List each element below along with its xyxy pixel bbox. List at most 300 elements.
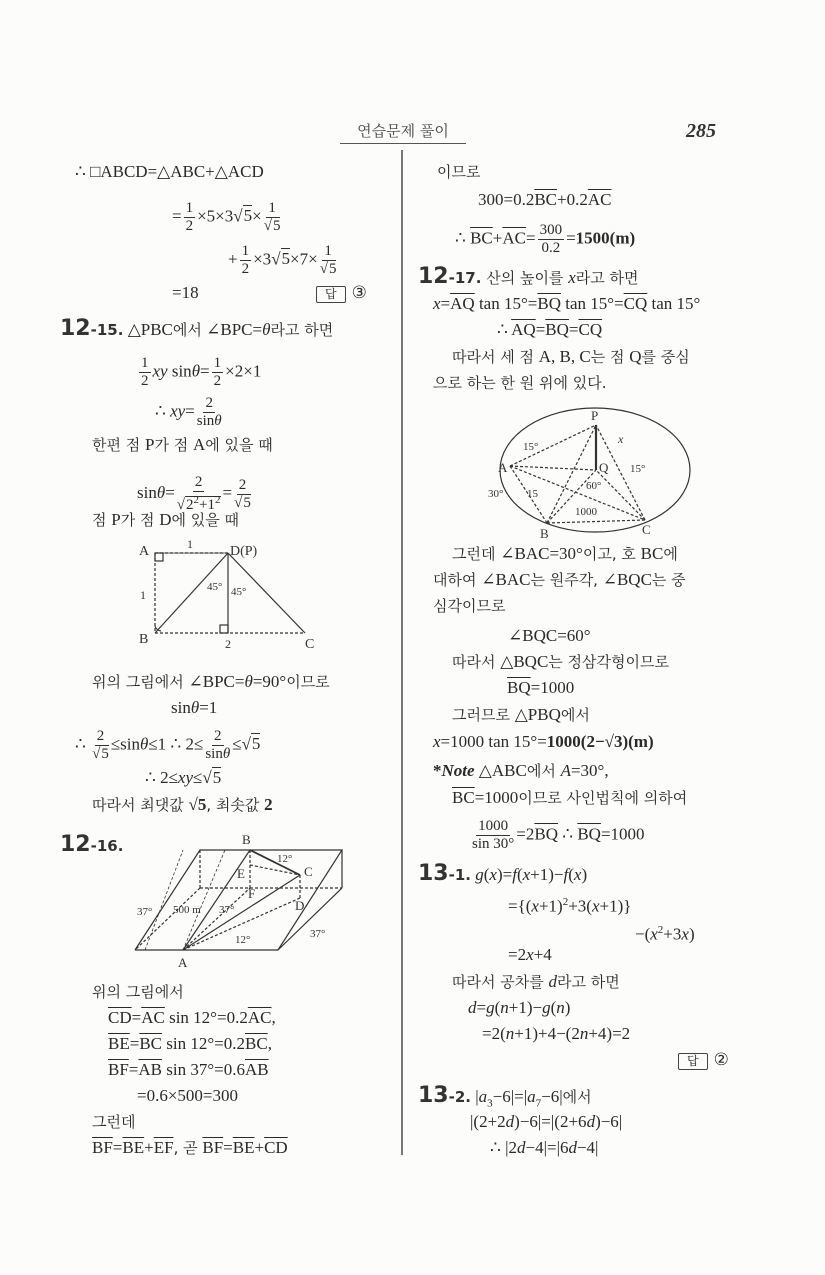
bold-result <box>576 228 635 247</box>
math-variable <box>548 972 557 991</box>
math-text: = <box>112 1138 123 1157</box>
label-d: D(P) <box>230 544 258 559</box>
fraction <box>240 243 252 278</box>
fraction <box>184 200 196 235</box>
equation-line <box>145 768 221 788</box>
korean-text: 이므로 사인법칙에 의하여 <box>518 789 688 807</box>
math-text: +1)} <box>599 896 632 916</box>
bold-result <box>433 761 442 780</box>
math-text: = <box>165 482 175 502</box>
math-text: f <box>563 865 569 884</box>
math-text: +4)=2 <box>588 1024 631 1043</box>
math-text: ≤ <box>193 768 203 787</box>
math-variable <box>587 1112 596 1131</box>
math-text: g <box>475 865 484 884</box>
result-line <box>433 732 654 752</box>
math-text: △ABC <box>474 761 527 780</box>
numerator <box>95 728 107 746</box>
segment-bc <box>547 520 645 523</box>
math-variable <box>170 401 185 420</box>
label-p: P <box>591 408 599 423</box>
equation-line <box>478 190 612 210</box>
figure-12-16 <box>125 830 355 975</box>
math-text: sin <box>205 746 223 762</box>
math-text: sin 12°=0.2 <box>162 1034 245 1053</box>
equation-line <box>490 1138 598 1158</box>
numerator <box>139 355 151 373</box>
fraction <box>234 477 251 512</box>
superscript: 2 <box>193 494 200 506</box>
superscript: 2 <box>562 896 569 908</box>
numerator <box>237 477 249 495</box>
math-text: , <box>271 1008 276 1027</box>
math-text: 1 <box>213 355 222 371</box>
math-text: θ <box>244 672 253 691</box>
label-angle: 37° <box>310 928 326 940</box>
equation-line <box>108 1034 272 1054</box>
label-angle: 60° <box>586 480 602 492</box>
numerator <box>266 200 278 218</box>
segment-overline: $\overline{AC}$ <box>502 228 526 248</box>
math-text: ) <box>688 924 695 944</box>
equation-line <box>172 283 199 303</box>
math-text: tan 15°= <box>474 294 538 313</box>
math-text: ={( <box>508 896 532 916</box>
segment-ec <box>250 865 300 875</box>
korean-text: 라고 하면 <box>270 321 334 339</box>
math-text: d <box>468 998 477 1017</box>
math-text: 1 <box>268 200 276 216</box>
korean-text: , 최솟값 <box>206 796 265 814</box>
math-text: ② <box>713 1050 729 1069</box>
subscript: 7 <box>535 1097 542 1110</box>
text-line <box>92 510 239 530</box>
label-angle: 12° <box>277 853 293 865</box>
math-text: + <box>492 228 503 248</box>
math-text: ×3 <box>253 249 272 269</box>
segment-overline: $\overline{BE}$ <box>122 1138 145 1157</box>
math-text: =18 <box>172 283 199 302</box>
label-length: 1000 <box>575 506 597 518</box>
text-line <box>433 570 686 590</box>
math-text: ∴ <box>75 734 91 754</box>
math-text: ∴ |2 <box>490 1138 517 1157</box>
math-variable <box>650 925 658 944</box>
label-c: C <box>642 522 651 537</box>
denominator <box>205 746 230 763</box>
math-text: ∠BQC <box>602 570 652 589</box>
problem-index: -15. <box>90 321 124 339</box>
math-variable <box>531 897 539 916</box>
math-text: 1000(2−√3)(m) <box>546 732 654 751</box>
problem-number <box>60 832 124 857</box>
math-text: A <box>560 761 571 780</box>
math-text: 5 <box>243 206 253 226</box>
korean-text: 위의 그림에서 <box>92 673 189 691</box>
label-angle: 12° <box>235 934 251 946</box>
korean-text: 그런데 <box>92 1113 136 1131</box>
math-text: 2 <box>96 728 105 744</box>
math-text: =0.6×500=300 <box>137 1086 239 1105</box>
fraction <box>320 243 337 278</box>
radicand <box>328 260 337 277</box>
segment-overline: $\overline{EF}$ <box>153 1138 174 1157</box>
korean-text: 그런데 <box>452 545 501 563</box>
korean-text: 에 있을 때 <box>171 511 240 529</box>
math-text: n <box>505 1024 515 1043</box>
math-text: Note <box>441 761 475 780</box>
segment-overline: $\overline{BE}$ <box>108 1034 130 1053</box>
math-text: + <box>254 1138 265 1157</box>
math-text: D <box>159 510 172 529</box>
bold-result <box>547 732 654 751</box>
text-line <box>452 972 620 992</box>
math-text: = <box>223 1138 233 1157</box>
math-variable <box>506 1112 515 1131</box>
problem-number <box>418 1083 471 1108</box>
korean-text: 가 점 <box>154 436 194 454</box>
math-text: 2 <box>205 395 213 411</box>
segment-overline: $\overline{AC}$ <box>587 190 612 209</box>
segment-overline: $\overline{AB}$ <box>138 1060 163 1079</box>
math-text: 5 <box>281 249 291 269</box>
guide-line <box>145 850 183 950</box>
math-text: +1)+4−(2 <box>514 1024 580 1043</box>
math-text: * <box>433 761 442 780</box>
math-text: d <box>548 972 557 991</box>
denominator <box>541 240 560 257</box>
math-variable <box>191 698 199 717</box>
equation-line <box>497 320 602 340</box>
math-variable <box>442 761 475 780</box>
math-text: ) <box>581 865 588 884</box>
equation-line <box>433 294 700 314</box>
math-text: xy <box>170 401 186 421</box>
math-text: ∴ □ABCD=△ABC+△ACD <box>75 162 264 181</box>
math-text: 5 <box>212 768 222 787</box>
math-variable <box>486 998 495 1017</box>
numerator <box>203 395 215 413</box>
korean-text: 한편 점 <box>92 436 146 454</box>
radical-sign: √ <box>241 734 251 754</box>
math-variable <box>526 945 534 964</box>
math-text: =1000 tan 15°= <box>440 732 547 751</box>
label-x: x <box>618 432 624 446</box>
math-text: = <box>222 482 233 502</box>
math-text: + <box>144 1138 154 1157</box>
label-length-side: 1 <box>140 588 146 602</box>
superscript: 2 <box>215 494 221 506</box>
math-text: 1 <box>141 355 149 371</box>
math-text: Q <box>629 347 642 366</box>
math-text: g <box>542 998 551 1017</box>
label-b: B <box>139 632 149 647</box>
segment-overline: $\overline{BF}$ <box>202 1138 224 1157</box>
math-text: =90° <box>252 672 287 691</box>
math-variable <box>178 768 193 787</box>
math-text: 300 <box>539 222 563 238</box>
korean-text: 에 <box>663 545 678 563</box>
answer-mark <box>316 283 367 303</box>
denominator <box>320 261 337 278</box>
segment-overline: $\overline{CD}$ <box>108 1008 132 1027</box>
math-text: A, B, C <box>538 347 591 366</box>
math-text: = <box>172 206 182 226</box>
segment-overline: $\overline{AQ}$ <box>450 294 475 313</box>
segment-overline: $\overline{BQ}$ <box>507 678 531 697</box>
math-text: =1000 <box>474 788 519 807</box>
math-text: d <box>568 1138 577 1157</box>
equation-line <box>155 395 224 430</box>
math-text: x <box>568 268 576 287</box>
korean-text: 이므로 <box>286 673 330 691</box>
bold-result <box>442 761 475 780</box>
math-text: = <box>185 401 195 421</box>
math-variable <box>561 761 571 780</box>
math-text: x <box>573 865 582 884</box>
label-c: C <box>304 864 313 879</box>
korean-text: 그러므로 <box>452 706 515 724</box>
radicand <box>272 217 281 234</box>
math-text: sin <box>196 413 215 429</box>
math-text: =2 <box>516 824 535 844</box>
math-text: 2 <box>238 476 247 493</box>
math-text: x <box>681 924 689 944</box>
chapter-number: 12 <box>60 832 91 857</box>
radical-sign: √ <box>319 261 328 277</box>
fraction <box>139 355 151 390</box>
math-text: 2 <box>185 218 194 234</box>
math-text: 2 <box>264 795 273 814</box>
text-line <box>433 596 505 616</box>
subscript: 3 <box>487 1097 493 1110</box>
math-text: 2 <box>213 373 222 389</box>
korean-text: 에서 <box>526 762 561 780</box>
korean-text: 가 점 <box>120 511 160 529</box>
problem-13-2-heading <box>418 1083 592 1113</box>
korean-text: 에 있을 때 <box>205 436 273 454</box>
math-text: 2 <box>194 474 203 490</box>
label-d: D <box>295 898 305 913</box>
math-text: ∠BAC <box>481 570 531 589</box>
math-text: = <box>476 998 487 1017</box>
radical-sign: √ <box>92 746 101 762</box>
korean-text: 이므로 <box>437 163 481 181</box>
problem-index: -1. <box>448 866 471 884</box>
korean-text: 라고 하면 <box>575 269 639 287</box>
math-text: +1)− <box>508 998 543 1017</box>
korean-text: 에서 <box>560 706 590 724</box>
radicand <box>100 745 109 762</box>
label-length: 500 m <box>173 904 201 916</box>
math-variable <box>468 998 477 1017</box>
math-text: ∴ <box>455 228 471 248</box>
text-line <box>452 544 678 564</box>
math-text: = <box>131 1008 142 1027</box>
equation-line <box>470 818 645 853</box>
label-e: E <box>237 866 245 881</box>
right-angle-mark <box>155 553 163 561</box>
label-b: B <box>242 832 251 847</box>
radicand <box>281 248 291 268</box>
korean-text: 따라서 <box>452 653 501 671</box>
square-root <box>234 494 251 511</box>
math-text: x <box>531 896 539 916</box>
denominator <box>186 218 194 235</box>
math-text: θ <box>156 482 166 502</box>
math-text: = <box>535 320 546 339</box>
label-angle: 45° <box>207 581 223 593</box>
math-text: +0.2 <box>557 190 588 209</box>
math-text: ( <box>568 865 574 884</box>
radical-sign: √ <box>202 768 212 787</box>
equation-line <box>137 474 253 514</box>
edge <box>278 888 342 950</box>
math-text: ( <box>550 998 557 1017</box>
korean-text: , 곧 <box>173 1139 203 1157</box>
chapter-number: 12 <box>418 264 449 289</box>
math-text: 2 <box>186 497 194 513</box>
text-line <box>92 435 273 455</box>
square-root <box>242 733 261 753</box>
math-text: xy <box>152 361 168 381</box>
problem-number <box>418 861 471 886</box>
denominator <box>214 373 222 390</box>
math-text: 1000 <box>478 818 509 834</box>
math-text: 1 <box>324 243 332 259</box>
fraction <box>264 200 281 235</box>
equation-line <box>635 920 695 945</box>
note-line <box>433 761 609 781</box>
equation-line <box>482 1024 630 1044</box>
math-text: +3 <box>663 924 682 944</box>
equation-line <box>228 243 338 278</box>
korean-text: 따라서 최댓값 <box>92 796 189 814</box>
math-text: ×7× <box>290 249 318 269</box>
problem-number <box>60 316 124 341</box>
math-text: sin <box>167 361 192 381</box>
math-text: ×2×1 <box>225 361 262 381</box>
radicand <box>242 494 251 511</box>
math-variable <box>527 1087 536 1106</box>
equation-line <box>455 222 635 257</box>
segment-overline: $\overline{BQ}$ <box>537 294 561 313</box>
numerator <box>322 243 334 261</box>
math-text: = <box>525 228 536 248</box>
math-text: = <box>129 1034 140 1053</box>
math-text: θ <box>214 413 222 429</box>
korean-text: 는 중 <box>651 571 686 589</box>
fraction <box>177 474 221 514</box>
text-line <box>452 347 690 367</box>
figure-12-15 <box>125 535 335 660</box>
segment-overline: $\overline{BC}$ <box>534 190 558 209</box>
segment-overline: $\overline{CQ}$ <box>623 294 648 313</box>
math-text: × <box>252 206 262 226</box>
math-text: =1000 <box>530 678 575 697</box>
square-root <box>92 745 109 762</box>
numerator <box>476 818 510 836</box>
segment-overline: $\overline{AC}$ <box>247 1008 272 1027</box>
radical-sign: √ <box>234 494 243 511</box>
math-text: sin 12°=0.2 <box>164 1008 248 1027</box>
math-text: x <box>650 924 658 944</box>
segment-overline: $\overline{BE}$ <box>232 1138 255 1157</box>
korean-text: 는 원주각, <box>530 571 603 589</box>
math-text: ∠BQC=60° <box>508 626 591 645</box>
equation-line <box>75 728 260 763</box>
math-text: )−6| <box>595 1112 623 1131</box>
text-line <box>437 162 480 182</box>
math-text: 5 <box>101 746 109 762</box>
fraction <box>472 818 514 853</box>
square-root <box>233 205 252 225</box>
square-root <box>202 767 221 787</box>
korean-text: 따라서 세 점 <box>452 348 539 366</box>
problem-number <box>418 264 482 289</box>
math-text: d <box>505 1112 515 1131</box>
fraction <box>205 728 230 763</box>
segment-aq <box>510 466 596 470</box>
label-a: A <box>498 460 508 475</box>
math-text: x <box>433 294 441 313</box>
radicand <box>243 205 253 225</box>
denominator <box>141 373 149 390</box>
equation-line <box>468 998 570 1018</box>
math-text: |(2+2 <box>470 1112 506 1131</box>
math-text: + <box>228 249 238 269</box>
math-text: θ <box>190 698 200 717</box>
denominator <box>472 836 514 853</box>
math-text: x <box>489 865 497 884</box>
text-line <box>452 788 687 808</box>
edge-bd <box>155 553 228 633</box>
math-text: a <box>527 1087 536 1106</box>
math-text: 5 <box>251 734 261 754</box>
math-text: +1)− <box>530 865 564 884</box>
label-angle: 45° <box>231 586 247 598</box>
running-header: 연습문제 풀이 <box>340 120 466 144</box>
math-text: n <box>500 998 509 1017</box>
math-text: ③ <box>351 283 367 302</box>
math-text: =1 <box>199 698 218 717</box>
square-root <box>264 217 281 234</box>
math-text: ) <box>564 998 571 1017</box>
numerator <box>193 474 205 492</box>
math-text: √5 <box>188 795 207 814</box>
label-a: A <box>139 544 150 559</box>
segment-overline: $\overline{AQ}$ <box>511 320 536 339</box>
label-angle: 37° <box>137 906 153 918</box>
math-text: sin 30° <box>472 836 515 852</box>
math-text: 5 <box>272 218 281 234</box>
numerator <box>212 355 224 373</box>
math-text: −4| <box>576 1138 599 1157</box>
bold-result <box>188 795 206 814</box>
math-text: sin <box>171 698 191 717</box>
math-text: =2( <box>482 1024 506 1043</box>
denominator <box>92 746 109 763</box>
chapter-number: 12 <box>60 316 91 341</box>
math-text: ( <box>483 865 490 884</box>
korean-text: 에서 <box>562 1088 592 1106</box>
problem-12-16-heading <box>60 832 124 857</box>
math-text: P <box>145 435 155 454</box>
segment-bc <box>250 850 300 875</box>
bold-result <box>264 795 273 814</box>
math-text: xy <box>177 768 193 787</box>
equation-line <box>171 698 217 718</box>
